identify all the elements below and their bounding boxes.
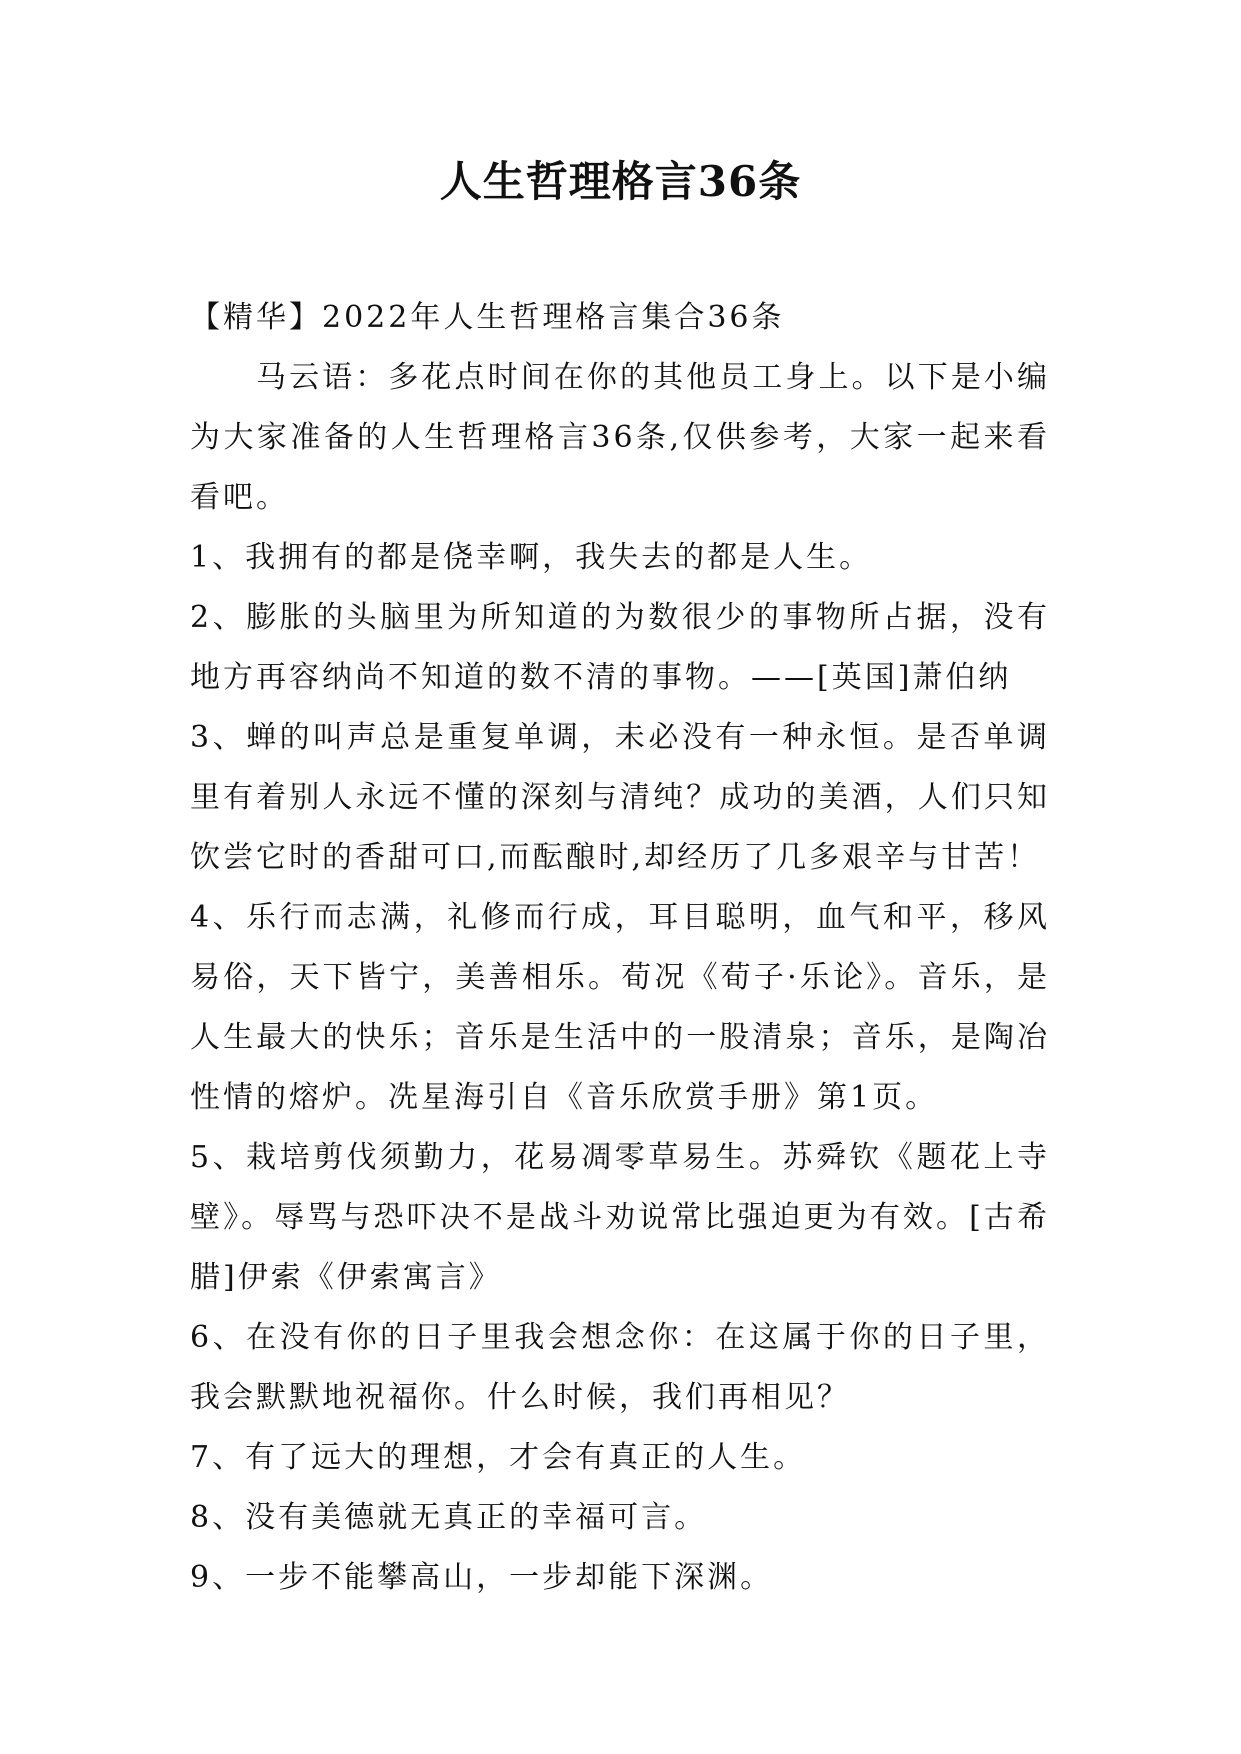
quote-item-6: 6、在没有你的日子里我会想念你：在这属于你的日子里，我会默默地祝福你。什么时候，我们再相见？: [190, 1320, 1050, 1415]
quote-item-1: 1、我拥有的都是侥幸啊，我失去的都是人生。: [190, 540, 873, 575]
quote-item-8: 8、没有美德就无真正的幸福可言。: [190, 1500, 708, 1535]
quote-item-3: 3、蝉的叫声总是重复单调，未必没有一种永恒。是否单调里有着别人永远不懂的深刻与清纯？成功的美酒，人们只知饮尝它时的香甜可口,而酝酿时,却经历了几多艰辛与甘苦！: [190, 720, 1050, 875]
page-title: 人生哲理格言36条: [439, 157, 802, 206]
quote-item-2: 2、膨胀的头脑里为所知道的为数很少的事物所占据，没有地方再容纳尚不知道的数不清的事物。——[英国]萧伯纳: [190, 600, 1050, 695]
quote-item-7: 7、有了远大的理想，才会有真正的人生。: [190, 1440, 807, 1475]
quote-item-4: 4、乐行而志满，礼修而行成，耳目聪明，血气和平，移风易俗，天下皆宁，美善相乐。荀况《荀子·乐论》。音乐，是人生最大的快乐；音乐是生活中的一股清泉；音乐，是陶冶性情的熔炉。冼星海引自《音乐欣赏手册》第1页。: [190, 900, 1050, 1115]
quote-item-5: 5、栽培剪伐须勤力，花易凋零草易生。苏舜钦《题花上寺壁》。辱骂与恐吓决不是战斗劝说常比强迫更为有效。[古希腊]伊索《伊索寓言》: [190, 1140, 1050, 1295]
document-body: [190, 288, 1050, 1608]
subtitle-paragraph: 【精华】2022年人生哲理格言集合36条: [190, 300, 785, 335]
quote-item-9: 9、一步不能攀高山，一步却能下深渊。: [190, 1560, 774, 1595]
intro-paragraph: 马云语：多花点时间在你的其他员工身上。以下是小编为大家准备的人生哲理格言36条,仅供参考，大家一起来看看吧。: [190, 360, 1050, 515]
